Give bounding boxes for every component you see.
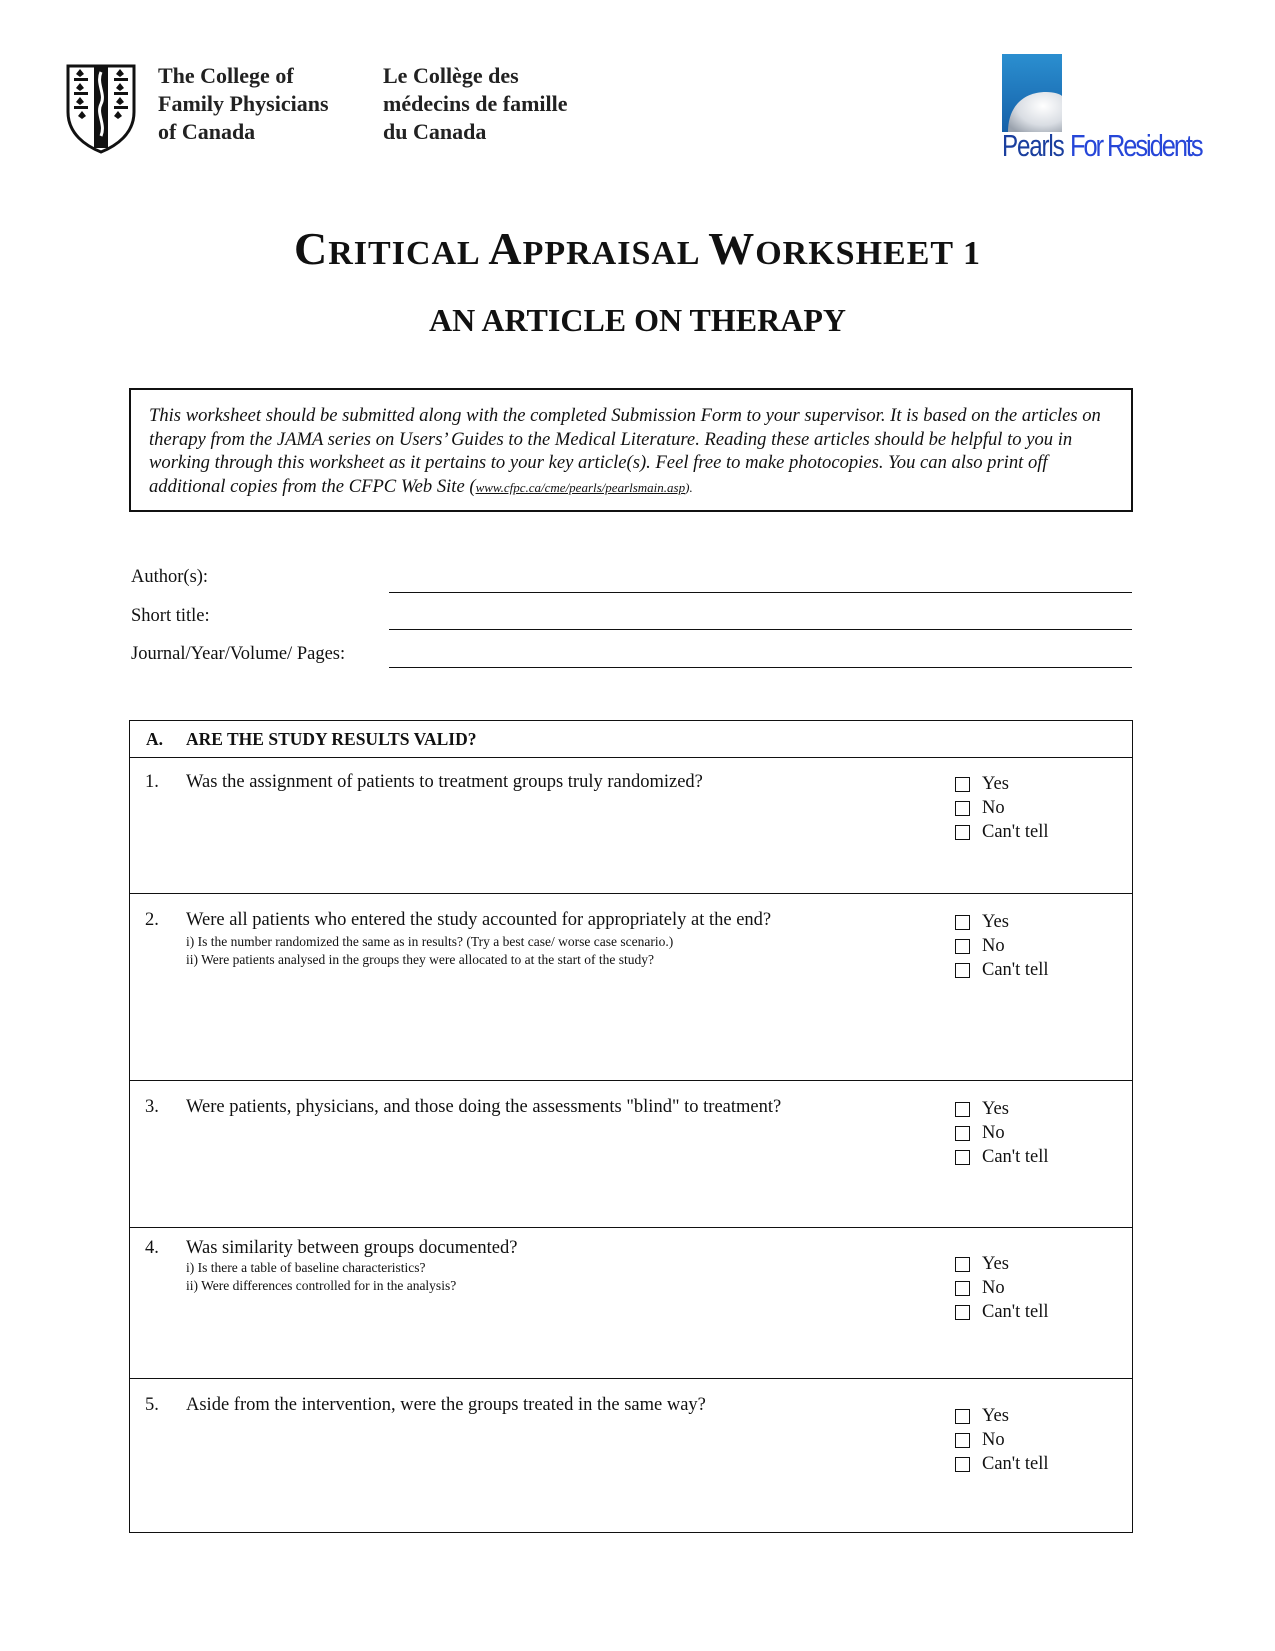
sub-question: i) Is the number randomized the same as in results? (Try a best case/ worse case scenario.)	[186, 934, 674, 949]
answer-options	[955, 1404, 1049, 1476]
section-letter: A.	[146, 729, 164, 749]
option-no[interactable]: No	[955, 796, 1049, 820]
author-field[interactable]	[389, 592, 1132, 593]
divider	[129, 893, 1133, 894]
org-name-english: The College of Family Physicians of Canada	[158, 63, 329, 144]
question-number: 1.	[145, 772, 159, 792]
option-yes[interactable]: Yes	[955, 1097, 1049, 1121]
checkbox[interactable]	[955, 1102, 970, 1117]
divider	[129, 1080, 1133, 1081]
answer-options	[955, 910, 1049, 982]
pearls-wordmark: Pearls	[1002, 128, 1064, 163]
option-cant-tell[interactable]: Can't tell	[955, 958, 1049, 982]
divider	[129, 1227, 1133, 1228]
option-cant-tell[interactable]: Can't tell	[955, 1145, 1049, 1169]
sub-question: i) Is there a table of baseline characteristics?	[186, 1260, 426, 1275]
question-number: 5.	[145, 1395, 159, 1415]
page-subtitle: AN ARTICLE ON THERAPY	[428, 302, 846, 338]
checkbox[interactable]	[955, 1457, 970, 1472]
journal-label: Journal/Year/Volume/ Pages:	[131, 644, 346, 664]
page-title: CRITICAL APPRAISAL WORKSHEET 1	[294, 223, 981, 274]
answer-options	[955, 1252, 1049, 1324]
option-no[interactable]: No	[955, 934, 1049, 958]
instructions-box: This worksheet should be submitted along with the completed Submission Form to your supervisor. It is based on the articles on therapy from the JAMA series on Users’ Guides to the Medical Literature. Reading these articles should be helpful to you in working through this worksheet as it pertains to your key article(s). Feel free to make photocopies. You can also print off additional copies from the CFPC Web Site (www.cfpc.ca/cme/pearls/pearlsmain.asp).	[129, 388, 1133, 512]
question-text: Were patients, physicians, and those doing the assessments "blind" to treatment?	[186, 1097, 782, 1117]
short-title-label: Short title:	[131, 606, 210, 626]
author-label: Author(s):	[131, 567, 209, 587]
checkbox[interactable]	[955, 801, 970, 816]
divider	[129, 757, 1133, 758]
option-no[interactable]: No	[955, 1428, 1049, 1452]
section-title: ARE THE STUDY RESULTS VALID?	[186, 729, 477, 749]
option-cant-tell[interactable]: Can't tell	[955, 1300, 1049, 1324]
checkbox[interactable]	[955, 963, 970, 978]
question-text: Aside from the intervention, were the groups treated in the same way?	[186, 1395, 706, 1415]
cfpc-web-link[interactable]: www.cfpc.ca/cme/pearls/pearlsmain.asp	[475, 479, 686, 495]
divider	[129, 1378, 1133, 1379]
answer-options	[955, 772, 1049, 844]
option-yes[interactable]: Yes	[955, 1252, 1049, 1276]
checkbox[interactable]	[955, 1305, 970, 1320]
question-number: 4.	[145, 1238, 159, 1258]
option-yes[interactable]: Yes	[955, 910, 1049, 934]
checkbox[interactable]	[955, 777, 970, 792]
option-yes[interactable]: Yes	[955, 772, 1049, 796]
option-yes[interactable]: Yes	[955, 1404, 1049, 1428]
question-number: 3.	[145, 1097, 159, 1117]
question-text: Was similarity between groups documented?	[186, 1238, 518, 1258]
option-no[interactable]: No	[955, 1276, 1049, 1300]
checkbox[interactable]	[955, 939, 970, 954]
checkbox[interactable]	[955, 915, 970, 930]
question-number: 2.	[145, 910, 159, 930]
checkbox[interactable]	[955, 1409, 970, 1424]
checkbox[interactable]	[955, 1281, 970, 1296]
short-title-field[interactable]	[389, 629, 1132, 630]
option-cant-tell[interactable]: Can't tell	[955, 820, 1049, 844]
org-name-french: Le Collège des médecins de famille du Canada	[383, 63, 568, 144]
cfpc-crest-icon	[66, 64, 136, 154]
option-cant-tell[interactable]: Can't tell	[955, 1452, 1049, 1476]
checkbox[interactable]	[955, 1433, 970, 1448]
checkbox[interactable]	[955, 1126, 970, 1141]
for-residents-wordmark: For Residents	[1070, 128, 1202, 163]
checkbox[interactable]	[955, 1257, 970, 1272]
sub-question: ii) Were differences controlled for in the analysis?	[186, 1278, 457, 1293]
checkbox[interactable]	[955, 1150, 970, 1165]
checkbox[interactable]	[955, 825, 970, 840]
sub-question: ii) Were patients analysed in the groups they were allocated to at the start of the study?	[186, 952, 655, 967]
journal-field[interactable]	[389, 667, 1132, 668]
answer-options	[955, 1097, 1049, 1169]
question-text: Was the assignment of patients to treatment groups truly randomized?	[186, 772, 703, 792]
option-no[interactable]: No	[955, 1121, 1049, 1145]
question-text: Were all patients who entered the study accounted for appropriately at the end?	[186, 910, 772, 930]
instructions-text: This worksheet should be submitted along with the completed Submission Form to your supervisor. It is based on the articles on therapy from the JAMA series on Users’ Guides to the Medical Literature. Reading these articles should be helpful to you in working through this worksheet as it pertains to your key article(s). Feel free to make photocopies. You can also print off additional copies from the CFPC Web Site (	[149, 405, 1101, 497]
